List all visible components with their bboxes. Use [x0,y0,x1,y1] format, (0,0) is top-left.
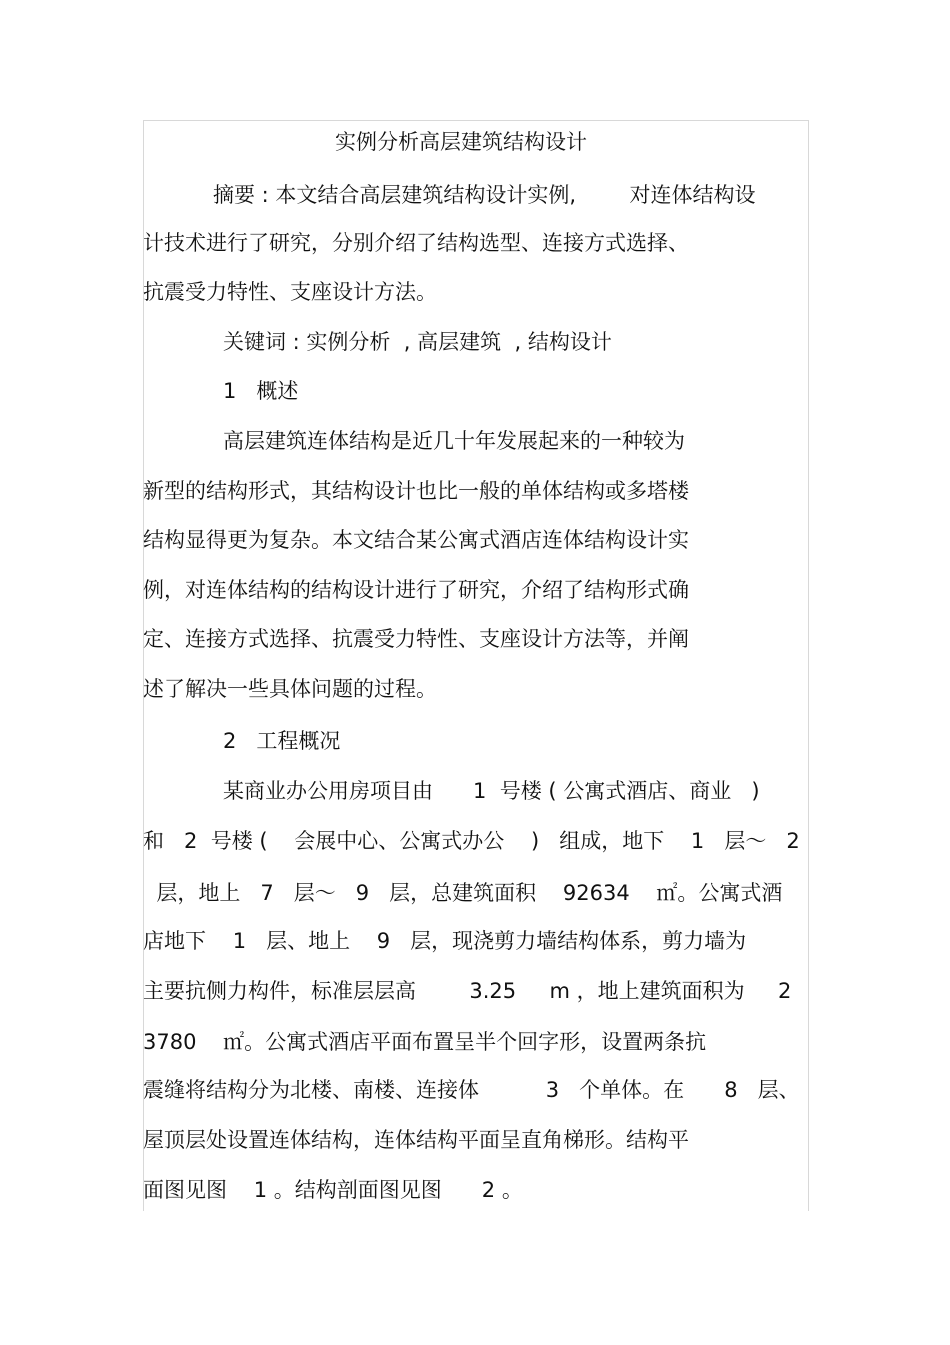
body-line-10: 店地下 1 层、地上 9 层，现浇剪力墙结构体系，剪力墙为 [143,929,747,953]
body-line-11: 主要抗侧力构件，标准层层高 3.25 m ，地上建筑面积为 2 [143,979,792,1003]
abstract-line-2: 计技术进行了研究，分别介绍了结构选型、连接方式选择、 [143,231,689,255]
body-line-2: 新型的结构形式，其结构设计也比一般的单体结构或多塔楼 [143,479,689,503]
keywords-line: 关键词 : 实例分析 , 高层建筑 , 结构设计 [223,330,612,354]
abstract-line-3: 抗震受力特性、支座设计方法。 [143,280,437,304]
body-line-15: 面图见图 1 。结构剖面图见图 2 。 [143,1178,523,1202]
section-2-heading: 2 工程概况 [223,729,341,753]
body-line-6: 述了解决一些具体问题的过程。 [143,677,437,701]
abstract-line-1: 摘要 : 本文结合高层建筑结构设计实例, 对连体结构设 [213,183,756,207]
document-title: 实例分析高层建筑结构设计 [335,130,587,154]
body-line-5: 定、连接方式选择、抗震受力特性、支座设计方法等，并阐 [143,627,689,651]
section-1-heading: 1 概述 [223,379,299,403]
body-line-12: 3780 ㎡。公寓式酒店平面布置呈半个回字形，设置两条抗 [143,1030,707,1054]
body-line-9: 层，地上 7 层～ 9 层，总建筑面积 92634 ㎡。公寓式酒 [143,881,783,905]
body-line-4: 例，对连体结构的结构设计进行了研究，介绍了结构形式确 [143,578,689,602]
body-line-7: 某商业办公用房项目由 1 号楼 ( 公寓式酒店、商业 ) [223,779,760,803]
body-line-8: 和 2 号楼 ( 会展中心、公寓式办公 ) 组成，地下 1 层～ 2 [143,829,800,853]
body-line-3: 结构显得更为复杂。本文结合某公寓式酒店连体结构设计实 [143,528,689,552]
body-line-13: 震缝将结构分为北楼、南楼、连接体 3 个单体。在 8 层、 [143,1078,800,1102]
body-line-1: 高层建筑连体结构是近几十年发展起来的一种较为 [223,429,685,453]
body-line-14: 屋顶层处设置连体结构，连体结构平面呈直角梯形。结构平 [143,1128,689,1152]
